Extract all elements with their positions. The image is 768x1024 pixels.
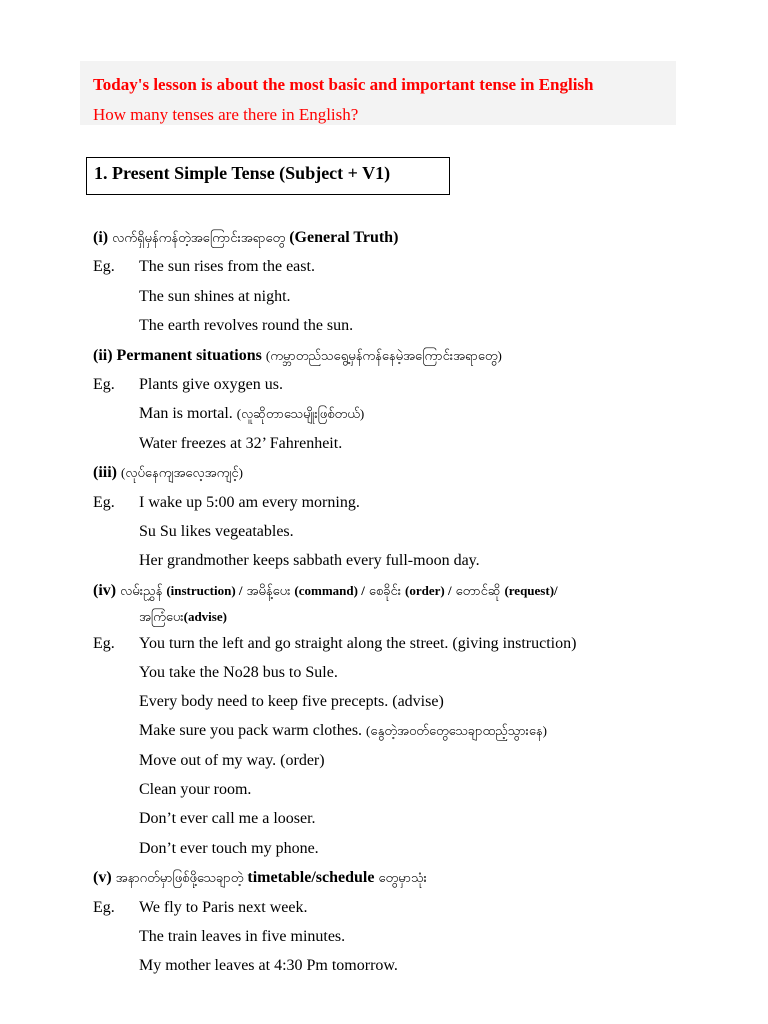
example-line: Don’t ever touch my phone. xyxy=(139,840,319,857)
example-line xyxy=(139,722,547,742)
eg-label: Eg. xyxy=(93,635,115,652)
section-2-label: (ii) Permanent situations xyxy=(93,347,262,364)
section-3-number: (iii) xyxy=(93,464,117,481)
section-4-myanmar-advise: အကြံပေး xyxy=(139,609,184,624)
example-line: We fly to Paris next week. xyxy=(139,899,308,916)
example-text: Make sure you pack warm clothes. xyxy=(139,722,363,739)
example-line: Su Su likes vegeatables. xyxy=(139,523,294,540)
section-3-myanmar: (လုပ်နေကျအလေ့အကျင့်) xyxy=(121,465,243,480)
section-2-myanmar: (ကမ္ဘာတည်သရွေ့မှန်ကန်နေမဲ့အကြောင်းအရာတွေ) xyxy=(265,348,502,363)
intro-callout xyxy=(80,61,676,125)
example-line: The train leaves in five minutes. xyxy=(139,928,346,945)
example-line: You take the No28 bus to Sule. xyxy=(139,664,338,681)
section-5-myanmar-a: အနာဂတ်မှာဖြစ်ဖို့သေချာတဲ့ xyxy=(115,870,244,885)
example-line: Water freezes at 32’ Fahrenheit. xyxy=(139,435,343,452)
section-4-myanmar-request: တောင်ဆို xyxy=(455,583,501,598)
example-line: The sun shines at night. xyxy=(139,288,291,305)
section-4-english-request: (request)/ xyxy=(504,583,558,598)
example-line xyxy=(139,405,364,425)
section-1-myanmar: လက်ရှိမှန်ကန်တဲ့အကြောင်းအရာတွေ xyxy=(112,230,286,245)
example-line: Every body need to keep five precepts. (advise) xyxy=(139,693,444,710)
tense-title: 1. Present Simple Tense (Subject + V1) xyxy=(94,163,391,183)
section-4-myanmar-command: အမိန့်ပေး xyxy=(246,583,291,598)
section-4-myanmar-instruction: လမ်းညွှန် xyxy=(120,583,163,598)
section-4-english-instruction: (instruction) / xyxy=(166,583,243,598)
section-4-heading xyxy=(93,582,558,602)
section-1-english: (General Truth) xyxy=(289,229,399,246)
section-5-myanmar-b: တွေမှာသုံး xyxy=(378,870,427,885)
section-5-number: (v) xyxy=(93,869,112,886)
section-4-heading-cont xyxy=(139,608,227,628)
section-1-number: (i) xyxy=(93,229,109,246)
eg-label: Eg. xyxy=(93,494,115,511)
section-4-number: (iv) xyxy=(93,582,117,599)
example-line: The earth revolves round the sun. xyxy=(139,317,354,334)
tense-title-box xyxy=(86,157,450,195)
section-4-myanmar-order: စေခိုင်း xyxy=(368,583,402,598)
eg-label: Eg. xyxy=(93,376,115,393)
section-4-english-command: (command) / xyxy=(294,583,365,598)
example-text: Man is mortal. xyxy=(139,405,233,422)
intro-question: How many tenses are there in English? xyxy=(93,105,359,124)
eg-label: Eg. xyxy=(93,258,115,275)
section-5-english: timetable/schedule xyxy=(247,869,375,886)
example-line: Move out of my way. (order) xyxy=(139,752,325,769)
section-4-english-advise: (advise) xyxy=(183,609,227,624)
section-2-heading xyxy=(93,347,502,367)
example-line: My mother leaves at 4:30 Pm tomorrow. xyxy=(139,957,398,974)
example-line: I wake up 5:00 am every morning. xyxy=(139,494,360,511)
eg-label: Eg. xyxy=(93,899,115,916)
example-line: Clean your room. xyxy=(139,781,252,798)
example-note: (နွေတဲ့အဝတ်တွေသေချာထည့်သွားနေ) xyxy=(366,723,547,738)
section-4-english-order: (order) / xyxy=(405,583,452,598)
example-line: Her grandmother keeps sabbath every full-moon day. xyxy=(139,552,480,569)
example-line: Plants give oxygen us. xyxy=(139,376,283,393)
example-line: You turn the left and go straight along the street. (giving instruction) xyxy=(139,635,577,652)
section-5-heading xyxy=(93,869,427,889)
section-3-heading xyxy=(93,464,243,484)
example-line: Don’t ever call me a looser. xyxy=(139,810,316,827)
intro-headline: Today's lesson is about the most basic and important tense in English xyxy=(93,75,594,94)
example-note: (လူဆိုတာသေမျိုးဖြစ်တယ်) xyxy=(236,406,365,421)
section-1-heading xyxy=(93,229,398,249)
example-line: The sun rises from the east. xyxy=(139,258,315,275)
